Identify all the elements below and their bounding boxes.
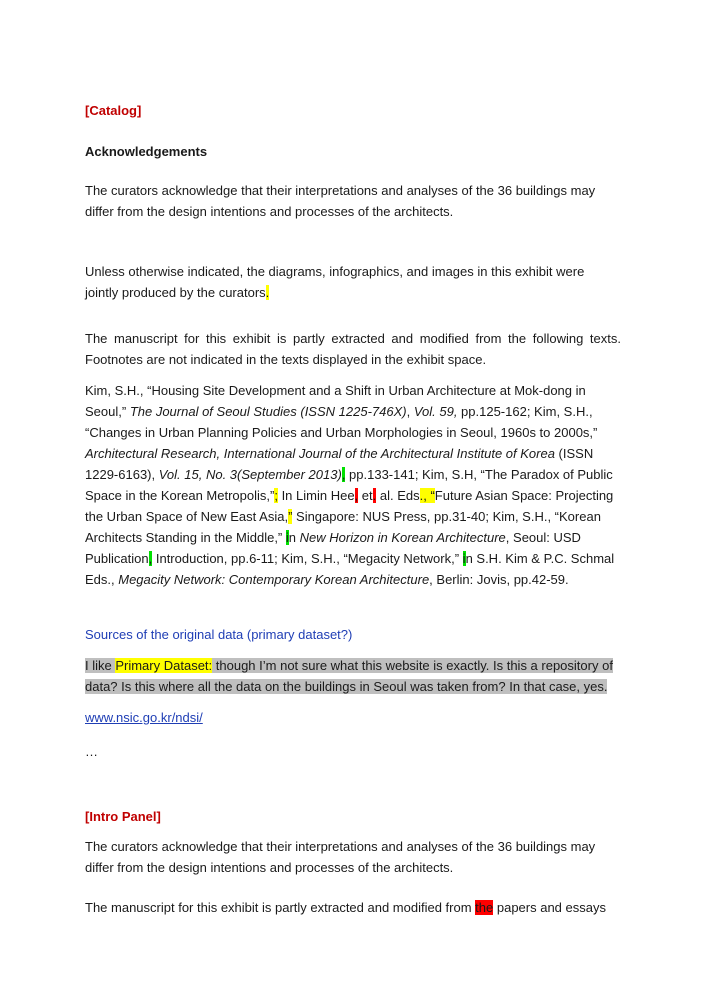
intro-text: papers and essays: [493, 900, 606, 915]
highlight-quote: ., “: [419, 488, 435, 503]
citation-journal-title: The Journal of Seoul Studies (ISSN 1225-746X): [129, 404, 407, 419]
citation-text: n: [288, 530, 300, 545]
citation-paragraph: [85, 380, 621, 590]
highlight-comma: ,: [148, 551, 153, 566]
citation-text: Introduction, pp.6-11; Kim, S.H., “Megacity Network,”: [152, 551, 463, 566]
citation-text: Kim, S.H., “Housing Site Development and a Shift in Urban Architecture at Mok-dong in Seoul,”: [85, 383, 586, 419]
intro-paragraph-2: [85, 897, 606, 918]
citation-volume: Vol. 59,: [413, 404, 458, 419]
citation-book-title: Megacity Network: Contemporary Korean Architecture: [118, 572, 430, 587]
citation-text: pp.133-141; Kim, S.H, “The Paradox of Public Space in the Korean Metropolis,”: [85, 467, 613, 503]
comment-block: [85, 655, 613, 697]
highlight-semicolon: ;: [274, 488, 278, 503]
acknowledgements-paragraph-2: [85, 261, 615, 303]
citation-text: et: [358, 488, 373, 503]
comment-line-1: [85, 655, 613, 676]
sources-heading: Sources of the original data (primary dataset?): [85, 627, 353, 642]
citation-text: n S.H. Kim & P.C. Schmal Eds.,: [85, 551, 615, 587]
highlight-letter: i: [462, 551, 466, 566]
acknowledgements-title: Acknowledgements: [85, 144, 208, 159]
highlight-letter: i: [285, 530, 289, 545]
comment-lead: I like: [85, 658, 116, 673]
highlight-comma: ,: [354, 488, 359, 503]
citation-text: pp.125-162; Kim, S.H., “Changes in Urban Planning Policies and Urban Morphologies in Seoul, 1960s to 2000s,”: [85, 404, 598, 440]
citation-text: Singapore: NUS Press, pp.31-40; Kim, S.H., “Korean Architects Standing in the Middle,”: [85, 509, 601, 545]
comment-line-2: [85, 676, 613, 697]
citation-text: , Seoul: USD Publication: [85, 530, 581, 566]
acknowledgements-paragraph-3: The manuscript for this exhibit is partly extracted and modified from the following texts. Footnotes are not indicated in the texts displayed in the exhibit space.: [85, 331, 621, 367]
catalog-heading: [Catalog]: [85, 103, 142, 118]
citation-text: al. Eds: [376, 488, 420, 503]
paragraph-2-text: Unless otherwise indicated, the diagrams, infographics, and images in this exhibit were jointly produced by the curators: [85, 264, 585, 300]
citation-volume: Vol. 15, No. 3(September 2013): [158, 467, 342, 482]
citation-text: Future Asian Space: Projecting the Urban Space of New East Asia,: [85, 488, 614, 524]
nsic-link[interactable]: www.nsic.go.kr/ndsi/: [85, 710, 203, 725]
intro-panel-heading: [Intro Panel]: [85, 809, 161, 824]
highlight-period: .: [265, 285, 270, 300]
comment-line-2-text: data? Is this where all the data on the buildings in Seoul was taken from? In that case, yes.: [85, 679, 608, 694]
highlight-word-the: the: [475, 900, 494, 915]
primary-dataset-highlight: Primary Dataset:: [115, 658, 213, 673]
citation-text: , Berlin: Jovis, pp.42-59.: [429, 572, 569, 587]
citation-text: In Limin Hee: [277, 488, 355, 503]
acknowledgements-paragraph-1: The curators acknowledge that their interpretations and analyses of the 36 buildings may differ from the design intentions and processes of the architects.: [85, 183, 596, 219]
highlight-quote: ”: [288, 509, 293, 524]
highlight-comma: ,: [341, 467, 346, 482]
citation-text: ,: [406, 404, 414, 419]
ellipsis: …: [85, 744, 98, 759]
citation-journal-title: Architectural Research, International Journal of the Architectural Institute of Korea: [85, 446, 555, 461]
intro-text: The manuscript for this exhibit is partly extracted and modified from: [85, 900, 476, 915]
highlight-period: .: [372, 488, 377, 503]
comment-rest: though I’m not sure what this website is exactly. Is this a repository of: [212, 658, 613, 673]
intro-paragraph-1: The curators acknowledge that their interpretations and analyses of the 36 buildings may differ from the design intentions and processes of the architects.: [85, 839, 596, 875]
citation-text: (ISSN 1229-6163),: [85, 446, 594, 482]
citation-book-title: New Horizon in Korean Architecture: [299, 530, 506, 545]
